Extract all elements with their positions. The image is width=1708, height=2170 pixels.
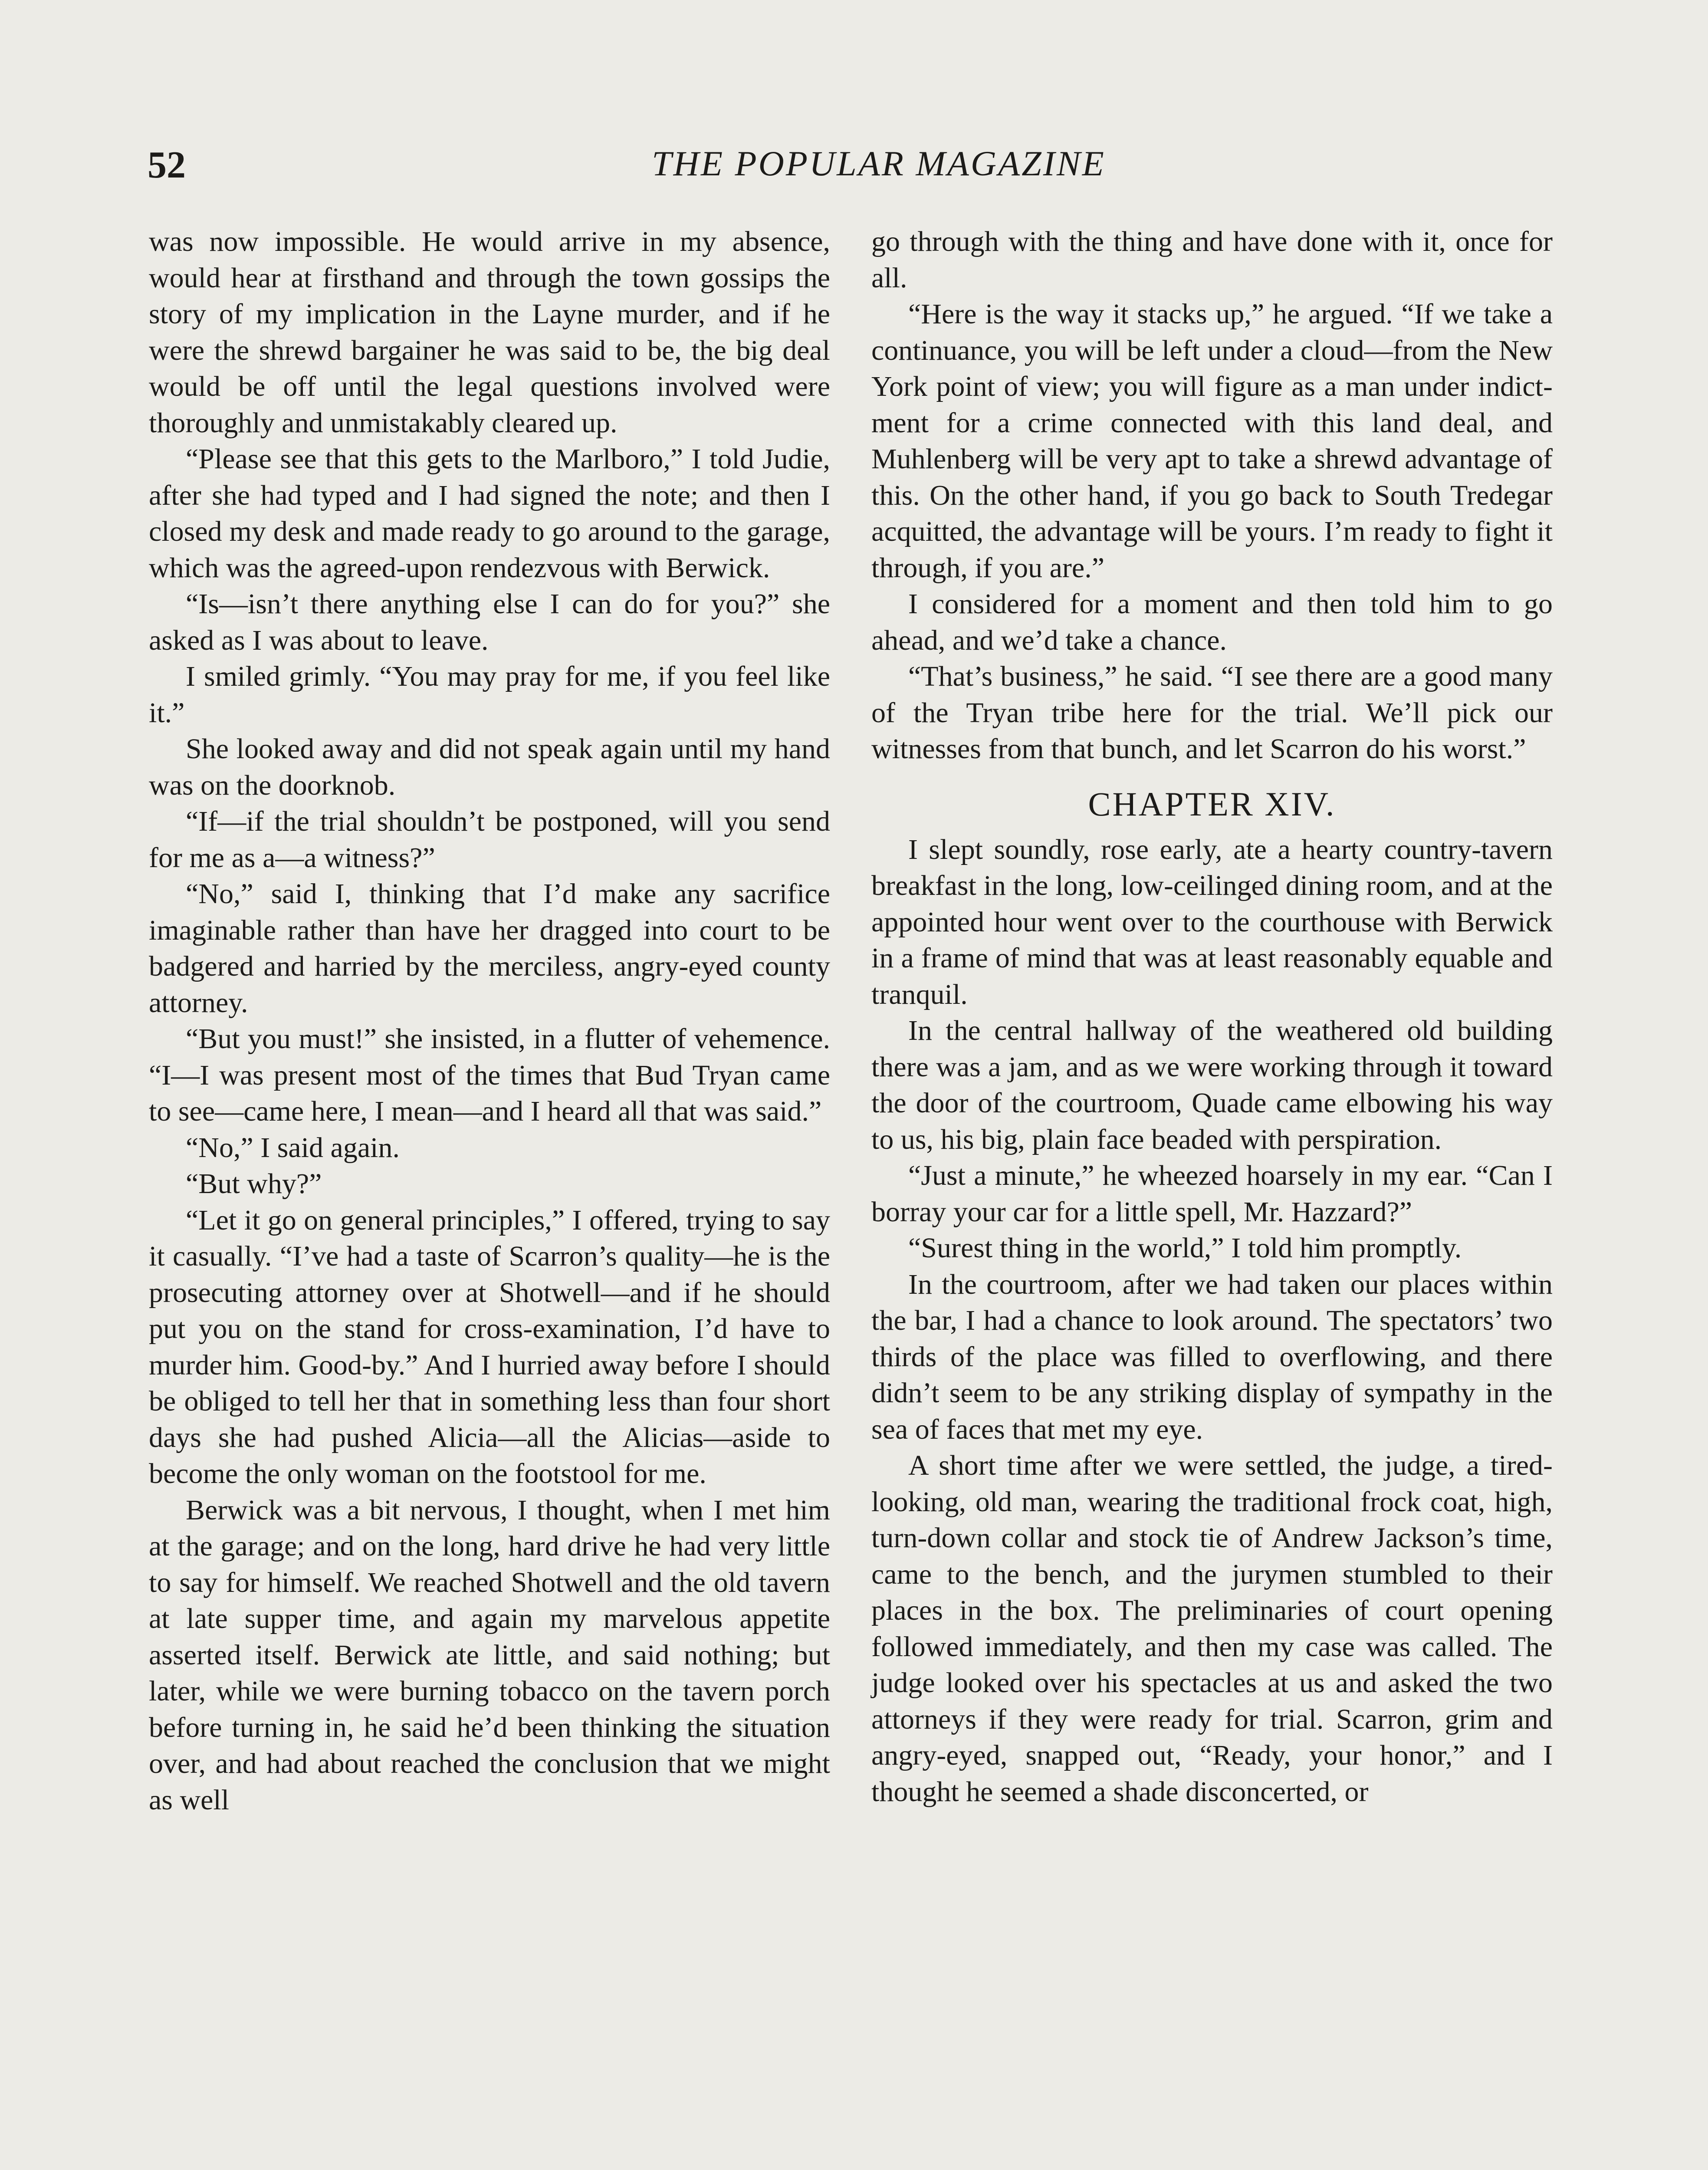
running-title: THE POPULAR MAGAZINE bbox=[652, 144, 1106, 183]
paragraph: go through with the thing and have done with it, once for all. bbox=[871, 226, 1553, 294]
paragraph: “But why?” bbox=[186, 1168, 322, 1200]
paragraph: “Let it go on general principles,” I offered, trying to say it casually. “I’ve had a taste of Scarron’s quality—he is the prosecuting attorney over at Shotwell—and if he should put you on the stand for cross-examination, I’d have to murder him. Good-by.” And I hurried away before I should be obliged to tell her that in something less than four short days she had pushed Alicia—all the Alicias—aside to become the only woman on the footstool for me. bbox=[149, 1204, 830, 1489]
paragraph: “No,” said I, thinking that I’d make any sacrifice imaginable rather than have her dragged into court to be badgered and harried by the merciless, angry-eyed county attorney. bbox=[149, 878, 830, 1019]
paragraph: She looked away and did not speak again until my hand was on the doorknob. bbox=[149, 733, 830, 801]
left-column bbox=[149, 224, 830, 1818]
paragraph: I slept soundly, rose early, ate a hearty country-tavern breakfast in the long, low-ceilinged dining room, and at the appointed hour went over to the courthouse with Berwick in a frame of mind that was at least reasonably equable and tranquil. bbox=[871, 833, 1553, 1010]
paragraph: “Please see that this gets to the Marlboro,” I told Judie, after she had typed and I had signed the note; and then I closed my desk and made ready to go around to the garage, which was the agreed-upon rendezvous with Berwick. bbox=[149, 443, 830, 584]
chapter-heading: CHAPTER XIV. bbox=[1088, 785, 1336, 823]
paragraph: “Is—isn’t there anything else I can do for you?” she asked as I was about to leave. bbox=[149, 588, 830, 656]
paragraph: Berwick was a bit nervous, I thought, when I met him at the garage; and on the long, hard drive he had very little to say for himself. We reached Shotwell and the old tavern at late supper time, and again my marvelous appetite asserted itself. Berwick ate little, and said nothing; but later, while we were burning tobacco on the tavern porch before turning in, he said he’d been thinking the situation over, and had about reached the conclusion that we might as well bbox=[149, 1494, 830, 1816]
paragraph: “But you must!” she insisted, in a flutter of vehemence. “I—I was present most of the times that Bud Tryan came to see—came here, I mean—and I heard all that was said.” bbox=[149, 1023, 830, 1127]
paragraph: “Just a minute,” he wheezed hoarsely in my ear. “Can I borray your car for a little spell, Mr. Hazzard?” bbox=[871, 1160, 1553, 1228]
paragraph: “That’s business,” he said. “I see there are a good many of the Tryan tribe here for the trial. We’ll pick our witnesses from that bunch, and let Scarron do his worst.” bbox=[871, 661, 1553, 765]
page-number: 52 bbox=[148, 144, 186, 186]
right-column bbox=[871, 224, 1553, 1810]
paragraph: “No,” I said again. bbox=[186, 1131, 400, 1164]
paragraph: In the central hallway of the weathered old building there was a jam, and as we were working through it toward the door of the courtroom, Quade came elbowing his way to us, his big, plain face beaded with perspiration. bbox=[871, 1015, 1553, 1155]
paragraph: “Here is the way it stacks up,” he argued. “If we take a continuance, you will be left under a cloud—from the New York point of view; you will figure as a man under indictment for a crime connected with this land deal, and Muhlenberg will be very apt to take a shrewd advantage of this. On the other hand, if you go back to South Tredegar acquitted, the advantage will be yours. I’m ready to fight it through, if you are.” bbox=[871, 298, 1553, 584]
paragraph: In the courtroom, after we had taken our places within the bar, I had a chance to look around. The spectators’ two thirds of the place was filled to overflowing, and there didn’t seem to be any striking display of sympathy in the sea of faces that met my eye. bbox=[871, 1268, 1553, 1445]
paragraph: “Surest thing in the world,” I told him promptly. bbox=[908, 1232, 1462, 1264]
paragraph: was now impossible. He would arrive in my absence, would hear at firsthand and through the town gossips the story of my implication in the Layne murder, and if he were the shrewd bargainer he was said to be, the big deal would be off until the legal questions involved were thoroughly and unmistakably cleared up. bbox=[149, 226, 830, 439]
paragraph: I smiled grimly. “You may pray for me, if you feel like it.” bbox=[149, 661, 830, 729]
paragraph: I considered for a moment and then told him to go ahead, and we’d take a chance. bbox=[871, 588, 1553, 656]
paragraph: “If—if the trial shouldn’t be postponed, will you send for me as a—a witness?” bbox=[149, 806, 830, 874]
paragraph: A short time after we were settled, the judge, a tired-looking, old man, wearing the traditional frock coat, high, turn-down collar and stock tie of Andrew Jackson’s time, came to the bench, and the jurymen stumbled to their places in the box. The preliminaries of court opening followed immediately, and then my case was called. The judge looked over his spectacles at us and asked the two attorneys if they were ready for trial. Scarron, grim and angry-eyed, snapped out, “Ready, your honor,” and I thought he seemed a shade disconcerted, or bbox=[871, 1450, 1553, 1808]
